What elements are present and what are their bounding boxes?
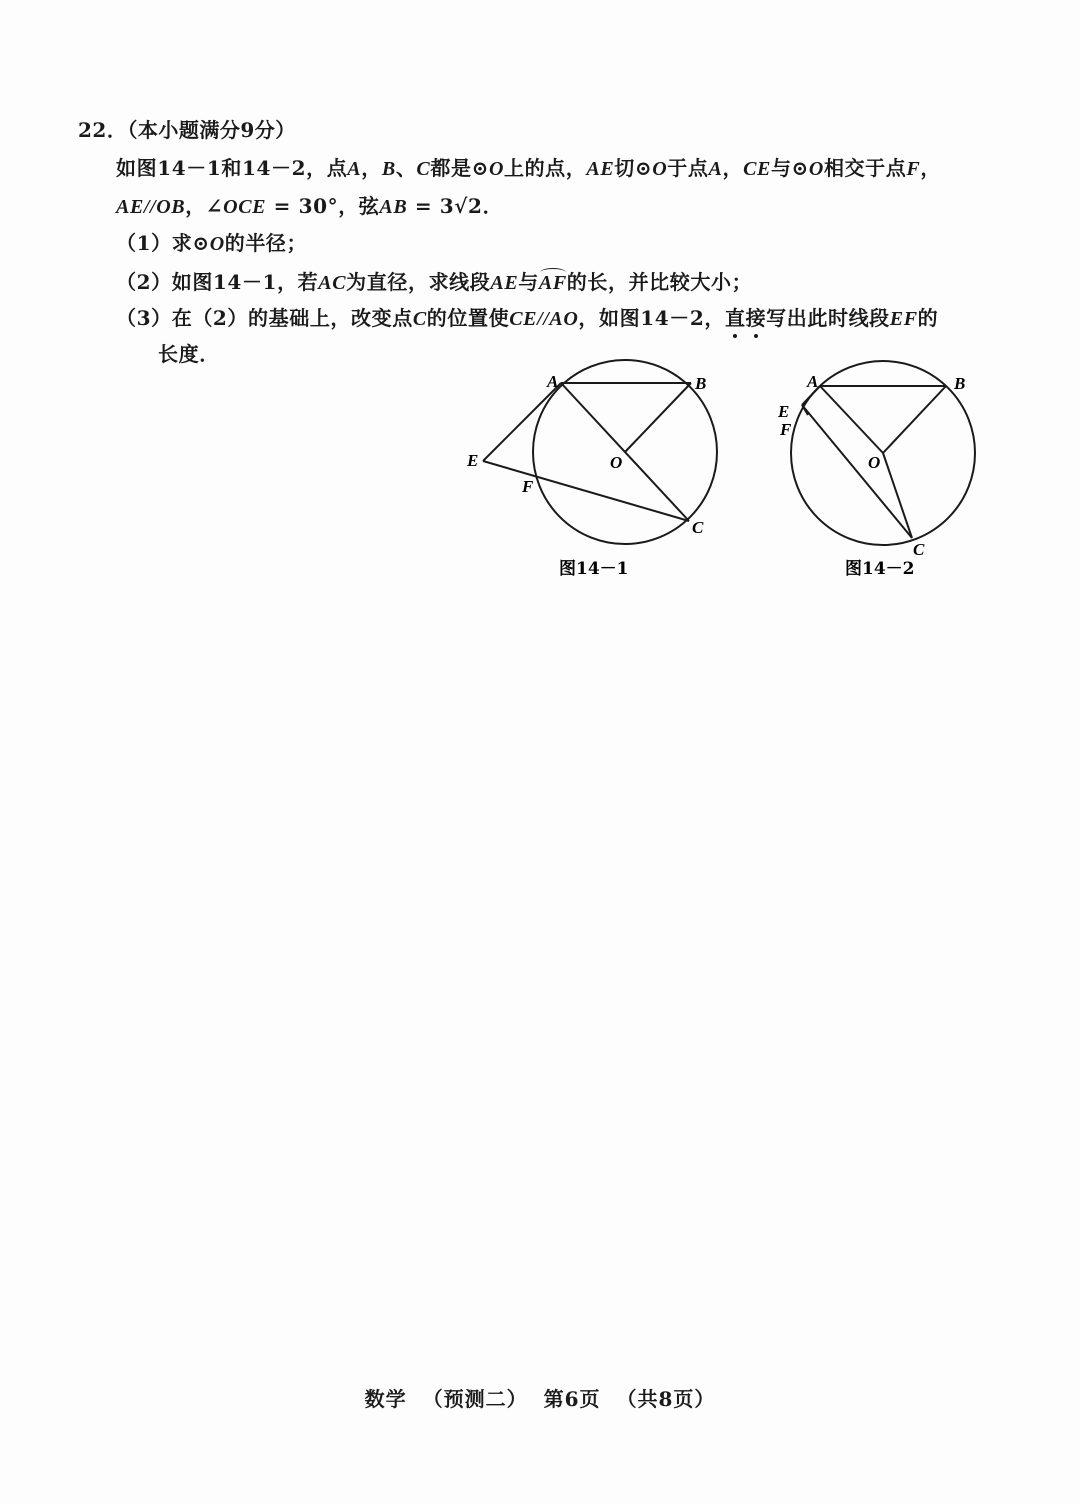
emphasis-char: 直 (725, 302, 746, 331)
text: 写出此时线段 (766, 306, 890, 330)
part-number: （2） (116, 270, 172, 294)
text: ，如图14－2， (578, 306, 725, 330)
tangent-ae (483, 383, 561, 461)
label-a: A (547, 372, 559, 391)
radius-oa (820, 386, 883, 453)
chord-label: AB (379, 196, 408, 218)
footer-edition: （预测二） (422, 1387, 528, 1411)
point-label: O (652, 158, 668, 180)
point-label: A (708, 158, 723, 180)
question-part-2 (116, 266, 752, 295)
radius-ob (625, 383, 691, 452)
label-e: E (778, 402, 790, 421)
text: ，∠ (185, 194, 224, 218)
point-label: C (412, 308, 427, 330)
figure-14-2-svg (765, 355, 990, 585)
text: 都是⊙ (430, 156, 489, 180)
question-header: 22．（本小题满分9分） (78, 118, 296, 142)
arc-label: AF (538, 272, 567, 294)
text: 在（2）的基础上，改变点 (171, 306, 413, 330)
text: 的长，并比较大小； (566, 270, 753, 294)
label-b: B (695, 374, 707, 393)
label-o: O (610, 453, 623, 472)
label-c: C (692, 518, 704, 537)
point-label: A (347, 158, 362, 180)
label-f: F (522, 477, 534, 496)
question-part-3 (116, 302, 938, 331)
text: 与⊙ (770, 156, 809, 180)
text: 的位置使 (426, 306, 510, 330)
text: 相交于点 (823, 156, 907, 180)
text: ， (361, 156, 382, 180)
parallel-condition: AE//OB (116, 196, 186, 218)
text: ， (722, 156, 744, 180)
label-o: O (868, 453, 881, 472)
footer-page-number: 第6页 (543, 1387, 601, 1411)
text: = 3√2． (407, 194, 504, 218)
question-intro-line-1 (116, 152, 941, 181)
text: 于点 (667, 156, 709, 180)
figure-caption: 图14－2 (845, 559, 915, 579)
figure-14-2 (765, 355, 990, 585)
text: 与 (518, 270, 539, 294)
part-number: （1） (116, 231, 172, 255)
secant-ce (483, 461, 689, 521)
label-f: F (780, 420, 792, 439)
text: = 30°，弦 (266, 194, 380, 218)
text: 求⊙ (171, 231, 210, 255)
segment-label: EF (889, 308, 918, 330)
point-label: O (808, 158, 824, 180)
text: 、 (395, 156, 417, 180)
point-label: C (416, 158, 431, 180)
figure-14-1 (455, 355, 735, 585)
point-label: B (381, 158, 396, 180)
segment-label: AE (586, 158, 615, 180)
footer-subject: 数学 (364, 1387, 407, 1411)
segment-label: AC (318, 272, 347, 294)
question-intro-line-2 (116, 190, 503, 219)
text: 为直径，求线段 (346, 270, 491, 294)
label-e: E (467, 451, 479, 470)
text: 切⊙ (614, 156, 653, 180)
text: 的 (917, 306, 939, 330)
question-part-1 (116, 227, 307, 256)
label-c: C (913, 540, 925, 559)
point-label: O (488, 158, 504, 180)
label-b: B (954, 374, 966, 393)
text: 上的点， (503, 156, 587, 180)
segment-label: AE (490, 272, 519, 294)
text: ， (920, 156, 941, 180)
angle-label: OCE (223, 196, 267, 218)
emphasis-char: 接 (746, 302, 767, 331)
point-label: F (906, 158, 921, 180)
question-part-3-continued: 长度． (158, 342, 220, 366)
page-footer (0, 1383, 1080, 1412)
footer-total-pages: （共8页） (616, 1387, 716, 1411)
part-number: （3） (116, 306, 172, 330)
radius-oc (883, 453, 912, 538)
text: 如图14－1，若 (171, 270, 319, 294)
label-a: A (807, 372, 819, 391)
text: 如图14－1和14－2，点 (116, 156, 348, 180)
point-label: O (209, 233, 225, 255)
figure-caption: 图14－1 (559, 559, 629, 579)
parallel-condition: CE//AO (509, 308, 579, 330)
segment-label: CE (743, 158, 771, 180)
text: 的半径； (224, 231, 308, 255)
figure-14-1-svg (455, 355, 735, 585)
radius-ob (883, 386, 946, 453)
